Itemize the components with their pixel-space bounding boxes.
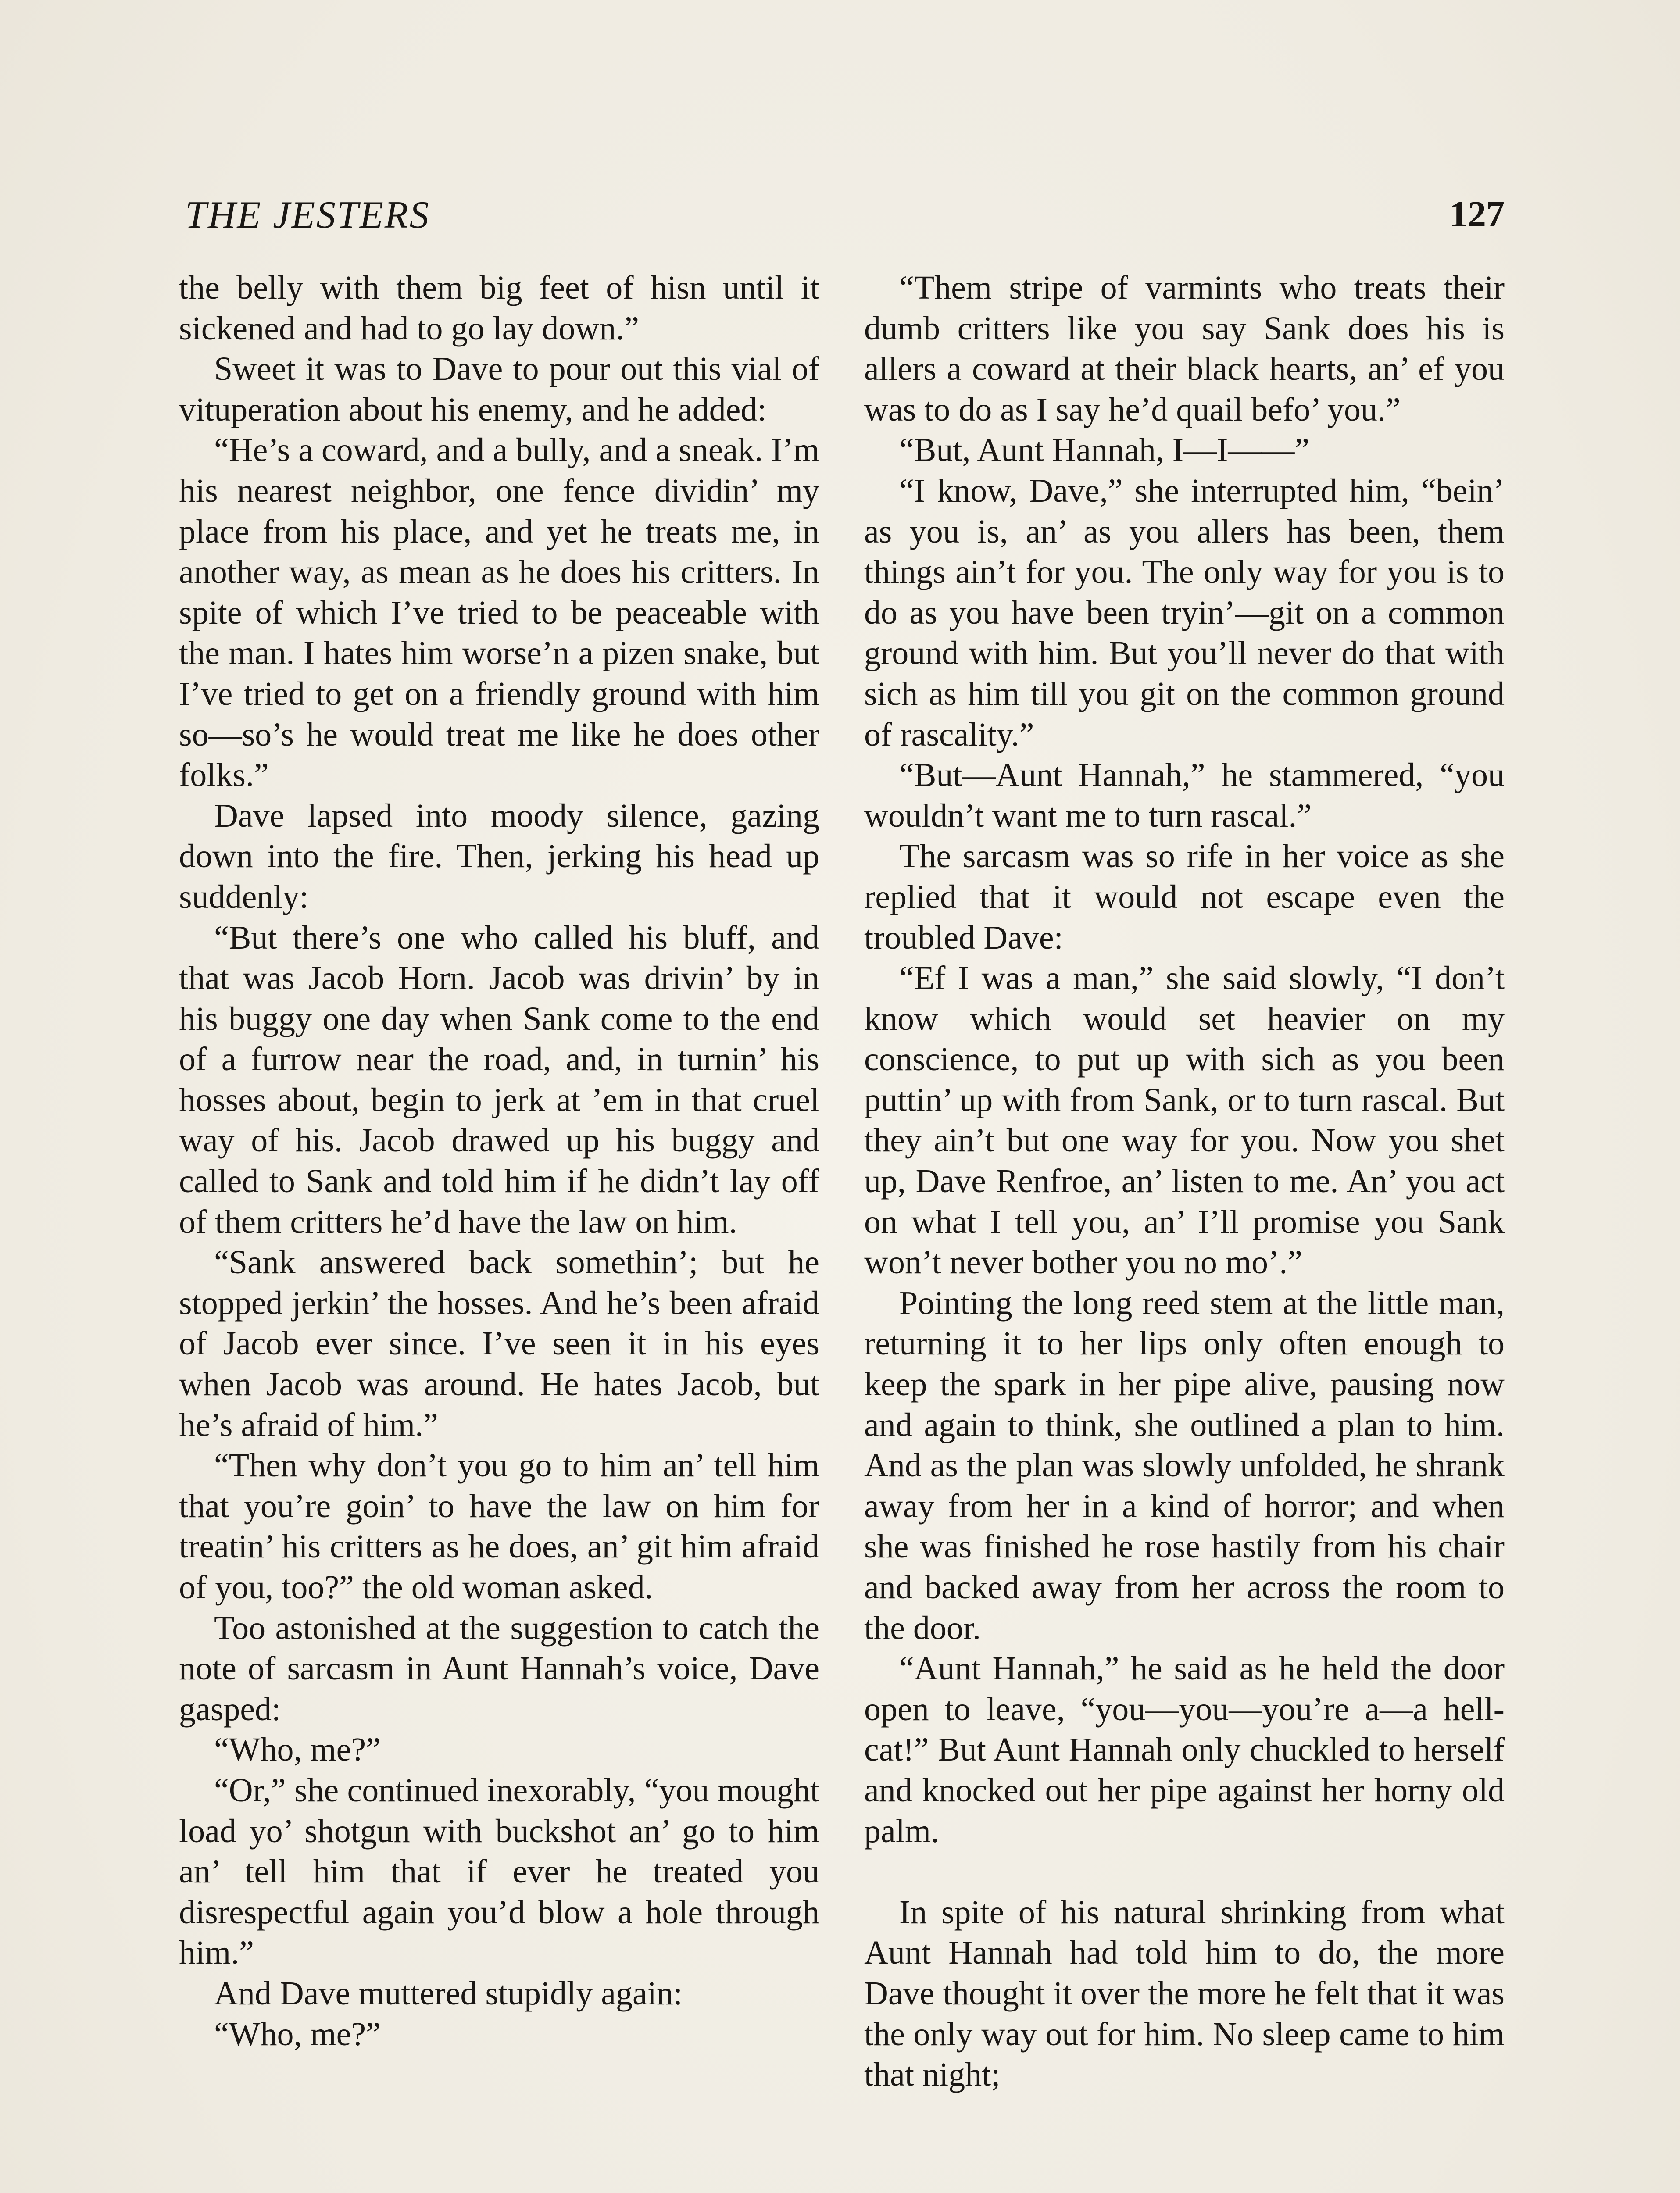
paragraph: “Or,” she continued inexorably, “you mought load yo’ shotgun with buckshot an’ go to him an’ tell him that if ever he treated you disrespectful again you’d blow a hole through him.”: [179, 1772, 819, 1972]
right-text-column: [864, 268, 1505, 2095]
paragraph: “But—Aunt Hannah,” he stammered, “you wouldn’t want me to turn rascal.”: [864, 757, 1505, 834]
left-text-column: [179, 268, 819, 2054]
paragraph: The sarcasm was so rife in her voice as she replied that it would not escape even the troubled Dave:: [864, 838, 1505, 956]
paragraph: “Then why don’t you go to him an’ tell him that you’re goin’ to have the law on him for treatin’ his critters as he does, an’ git him afraid of you, too?” the old woman asked.: [179, 1447, 819, 1606]
paragraph: “But, Aunt Hannah, I—I——”: [899, 432, 1310, 469]
paragraph: Too astonished at the suggestion to catch the note of sarcasm in Aunt Hannah’s voice, Dave gasped:: [179, 1609, 819, 1728]
paragraph: “Who, me?”: [214, 1731, 381, 1768]
page-number: 127: [1449, 194, 1505, 235]
paragraph: “Who, me?”: [214, 2015, 381, 2053]
paragraph: “Sank answered back somethin’; but he stopped jerkin’ the hosses. And he’s been afraid of Jacob ever since. I’ve seen it in his eyes when Jacob was around. He hates Jacob, but he’s afraid of him.”: [179, 1244, 819, 1443]
paragraph: “I know, Dave,” she interrupted him, “bein’ as you is, an’ as you allers has been, them things ain’t for you. The only way for you is to do as you have been tryin’—git on a common ground with him. But you’ll never do that with sich as him till you git on the common ground of rascality.”: [864, 472, 1505, 753]
paragraph: “Them stripe of varmints who treats their dumb critters like you say Sank does his is allers a coward at their black hearts, an’ ef you was to do as I say he’d quail befo’ you.”: [864, 269, 1505, 428]
section-break: [864, 1851, 1505, 1892]
paragraph: “But there’s one who called his bluff, and that was Jacob Horn. Jacob was drivin’ by in his buggy one day when Sank come to the end of a furrow near the road, and, in turnin’ his hosses about, begin to jerk at ’em in that cruel way of his. Jacob drawed up his buggy and called to Sank and told him if he didn’t lay off of them critters he’d have the law on him.: [179, 919, 819, 1240]
paragraph: And Dave muttered stupidly again:: [214, 1975, 683, 2012]
paragraph: Sweet it was to Dave to pour out this vial of vituperation about his enemy, and he added:: [179, 350, 819, 428]
paragraph: Dave lapsed into moody silence, gazing down into the fire. Then, jerking his head up suddenly:: [179, 797, 819, 915]
paragraph: In spite of his natural shrinking from what Aunt Hannah had told him to do, the more Dave thought it over the more he felt that it was the only way out for him. No sleep came to him that night;: [864, 1893, 1505, 2093]
paragraph: “He’s a coward, and a bully, and a sneak. I’m his nearest neighbor, one fence dividin’ my place from his place, and yet he treats me, in another way, as mean as he does his critters. In spite of which I’ve tried to be peaceable with the man. I hates him worse’n a pizen snake, but I’ve tried to get on a friendly ground with him so—so’s he would treat me like he does other folks.”: [179, 432, 819, 794]
paragraph: the belly with them big feet of hisn until it sickened and had to go lay down.”: [179, 269, 819, 347]
running-title: THE JESTERS: [185, 194, 430, 236]
paragraph: “Aunt Hannah,” he said as he held the door open to leave, “you—you—you’re a—a hell-cat!” But Aunt Hannah only chuckled to herself and knocked out her pipe against her horny old palm.: [864, 1650, 1505, 1850]
paragraph: Pointing the long reed stem at the little man, returning it to her lips only often enough to keep the spark in her pipe alive, pausing now and again to think, she outlined a plan to him. And as the plan was slowly unfolded, he shrank away from her in a kind of horror; and when she was finished he rose hastily from his chair and backed away from her across the room to the door.: [864, 1284, 1505, 1647]
paragraph: “Ef I was a man,” she said slowly, “I don’t know which would set heavier on my conscience, to put up with sich as you been puttin’ up with from Sank, or to turn rascal. But they ain’t but one way for you. Now you shet up, Dave Renfroe, an’ listen to me. An’ you act on what I tell you, an’ I’ll promise you Sank won’t never bother you no mo’.”: [864, 960, 1505, 1281]
